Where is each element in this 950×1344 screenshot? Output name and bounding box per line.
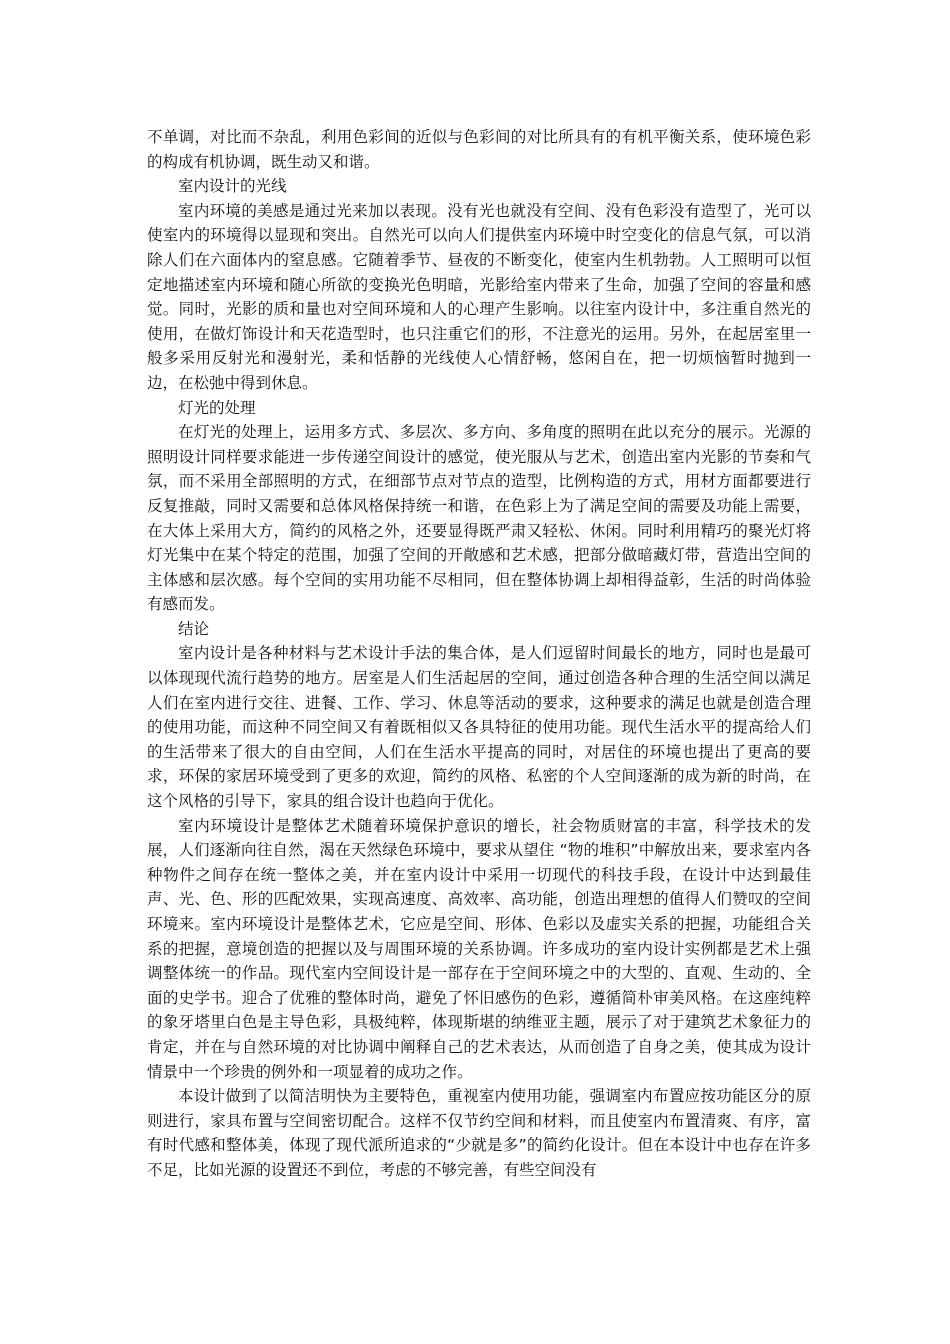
heading-conclusion: 结论 (178, 619, 210, 638)
heading-interior-lighting: 室内设计的光线 (178, 177, 287, 196)
heading-light-treatment: 灯光的处理 (178, 398, 256, 417)
paragraph-interior-lighting: 室内环境的美感是通过光来加以表现。没有光也就没有空间、没有色彩没有造型了，光可以使室内的环境得以显现和突出。自然光可以向人们提供室内环境中时空变化的信息气氛，可以消除人们在六面体内的窒息感。它随着季节、昼夜的不断变化，使室内生机勃勃。人工照明可以恒定地描述室内环境和随心所欲的变换光色明暗，光影给室内带来了生命，加强了空间的容量和感觉。同时，光影的质和量也对空间环境和人的心理产生影响。以往室内设计中，多注重自然光的使用，在做灯饰设计和天花造型时，也只注重它们的形，不注意光的运用。另外，在起居室里一般多采用反射光和漫射光，柔和恬静的光线使人心情舒畅，悠闲自在，把一切烦恼暂时抛到一边，在松弛中得到休息。 (147, 201, 811, 392)
paragraph-conclusion-2: 室内环境设计是整体艺术随着环境保护意识的增长，社会物质财富的丰富，科学技术的发展，人们逐渐向往自然，渴在天然绿色环境中，要求从望住 “物的堆积”中解放出来，要求室内各种物件之间存在统一整体之美，并在室内设计中采用一切现代的科技手段，在设计中达到最佳声、光、色、形的匹配效果，实现高速度、高效率、高功能，创造出理想的值得人们赞叹的空间环境来。室内环境设计是整体艺术，它应是空间、形体、色彩以及虚实关系的把握，功能组合关系的把握，意境创造的把握以及与周围环境的关系协调。许多成功的室内设计实例都是艺术上强调整体统一的作品。现代室内空间设计是一部存在于空间环境之中的大型的、直观、生动的、全面的史学书。迎合了优雅的整体时尚，避免了怀旧感伤的色彩，遵循简朴审美风格。在这座纯粹的象牙塔里白色是主导色彩，具极纯粹，体现斯堪的纳维亚主题，展示了对于建筑艺术象征力的肯定，并在与自然环境的对比协调中阐释自己的艺术表达，从而创造了自身之美，使其成为设计情景中一个珍贵的例外和一项显着的成功之作。 (147, 816, 811, 1081)
paragraph-conclusion-3: 本设计做到了以简洁明快为主要特色，重视室内使用功能，强调室内布置应按功能区分的原则进行，家具布置与空间密切配合。这样不仅节约空间和材料，而且使室内布置清爽、有序，富有时代感和整体美，体现了现代派所追求的“少就是多”的简约化设计。但在本设计中也存在许多不足，比如光源的设置还不到位，考虑的不够完善，有些空间没有 (147, 1087, 811, 1179)
paragraph-conclusion-1: 室内设计是各种材料与艺术设计手法的集合体，是人们逗留时间最长的地方，同时也是最可以体现现代流行趋势的地方。居室是人们生活起居的空间，通过创造各种合理的生活空间以满足人们在室内进行交往、进餐、工作、学习、休息等活动的要求，这种要求的满足也就是创造合理的使用功能，而这种不同空间又有着既相似又各具特征的使用功能。现代生活水平的提高给人们的生活带来了很大的自由空间，人们在生活水平提高的同时，对居住的环境也提出了更高的要求，环保的家居环境受到了更多的欢迎，简约的风格、私密的个人空间逐渐的成为新的时尚，在这个风格的引导下，家具的组合设计也趋向于优化。 (147, 644, 811, 811)
paragraph-color-harmony: 不单调，对比而不杂乱，利用色彩间的近似与色彩间的对比所具有的有机平衡关系，使环境色彩的构成有机协调，既生动又和谐。 (147, 128, 811, 171)
document-body (147, 125, 811, 1183)
paragraph-light-treatment: 在灯光的处理上，运用多方式、多层次、多方向、多角度的照明在此以充分的展示。光源的照明设计同样要求能进一步传递空间设计的感觉，使光服从与艺术，创造出室内光影的节奏和气氛，而不采用全部照明的方式，在细部节点对节点的造型，比例构造的方式，用材方面都要进行反复推敲，同时又需要和总体风格保持统一和谐，在色彩上为了满足空间的需要及功能上需要，在大体上采用大方，简约的风格之外，还要显得既严肃又轻松、休闲。同时利用精巧的聚光灯将灯光集中在某个特定的范围，加强了空间的开敞感和艺术感，把部分做暗藏灯带，营造出空间的主体感和层次感。每个空间的实用功能不尽相同，但在整体协调上却相得益彰，生活的时尚体验有感而发。 (147, 423, 811, 614)
